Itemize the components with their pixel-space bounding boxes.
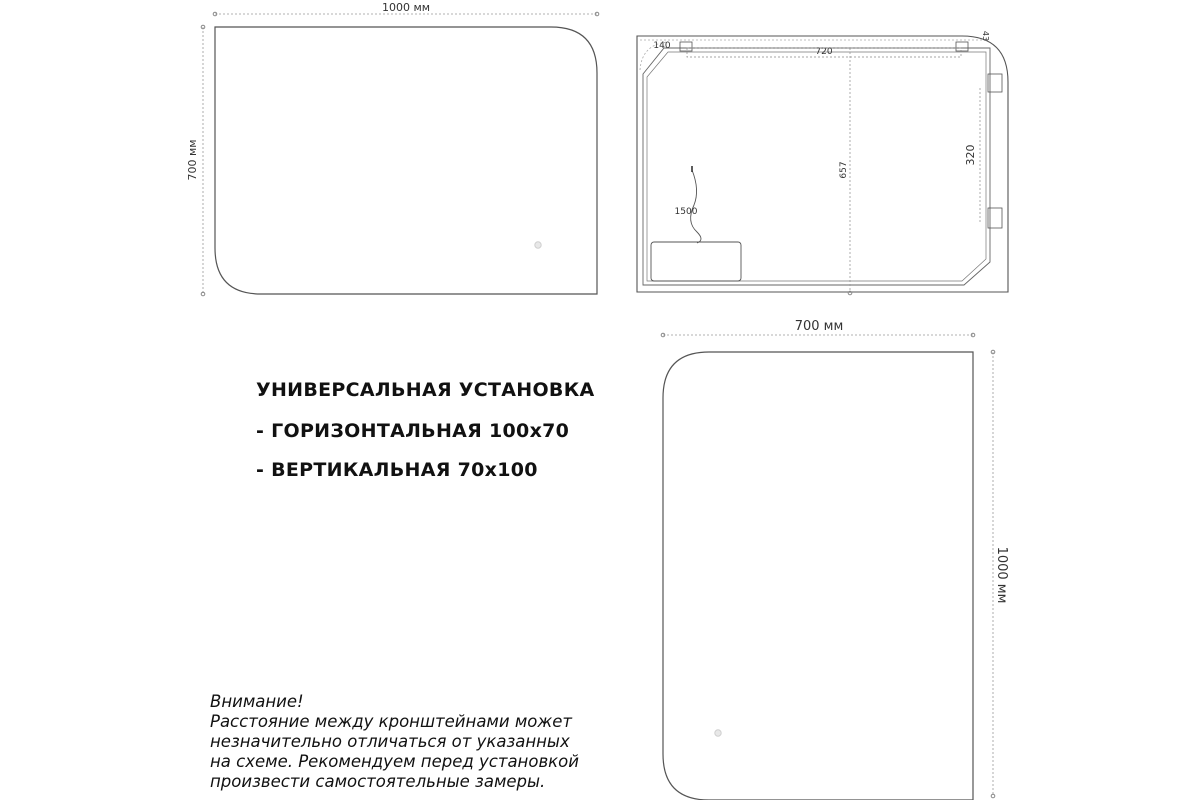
dimension-label-height-700: 700 мм <box>186 139 199 181</box>
installation-title: УНИВЕРСАЛЬНАЯ УСТАНОВКА <box>256 379 595 401</box>
dimension-label-height-1000: 1000 мм <box>994 546 1009 604</box>
note-line: на схеме. Рекомендуем перед установкой <box>210 752 579 771</box>
touch-sensor-icon <box>715 730 721 736</box>
note-line: незначительно отличаться от указанных <box>210 732 570 751</box>
note-line: Расстояние между кронштейнами может <box>210 712 573 731</box>
mirror-outline-vertical <box>663 352 973 800</box>
attention-note <box>210 692 630 792</box>
bracket-top-right <box>956 42 968 51</box>
dimension-label-657: 657 <box>839 161 849 179</box>
front-view-vertical <box>661 319 1009 800</box>
mirror-outline-horizontal <box>215 27 597 294</box>
touch-sensor-icon <box>535 242 541 248</box>
dimension-label-1500: 1500 <box>674 207 698 217</box>
bracket-top-left <box>680 42 692 51</box>
installation-horizontal: - ГОРИЗОНТАЛЬНАЯ 100х70 <box>256 420 570 442</box>
dimension-label-43: 43 <box>981 30 990 42</box>
led-driver-box <box>651 242 741 281</box>
dimension-label-720: 720 <box>815 47 833 57</box>
back-outline-outer <box>637 36 1008 292</box>
back-view <box>637 31 1008 295</box>
dimension-label-width-1000: 1000 мм <box>381 1 431 14</box>
back-frame-inner <box>643 48 990 285</box>
note-line: произвести самостоятельные замеры. <box>210 772 546 791</box>
note-heading: Внимание! <box>210 692 304 711</box>
installation-vertical: - ВЕРТИКАЛЬНАЯ 70х100 <box>256 459 538 481</box>
dimension-label-140: 140 <box>653 41 671 51</box>
dimension-label-width-700: 700 мм <box>794 319 844 334</box>
front-view-horizontal <box>186 1 599 296</box>
dimension-label-320: 320 <box>964 144 977 166</box>
back-frame-inner-2 <box>647 52 986 281</box>
